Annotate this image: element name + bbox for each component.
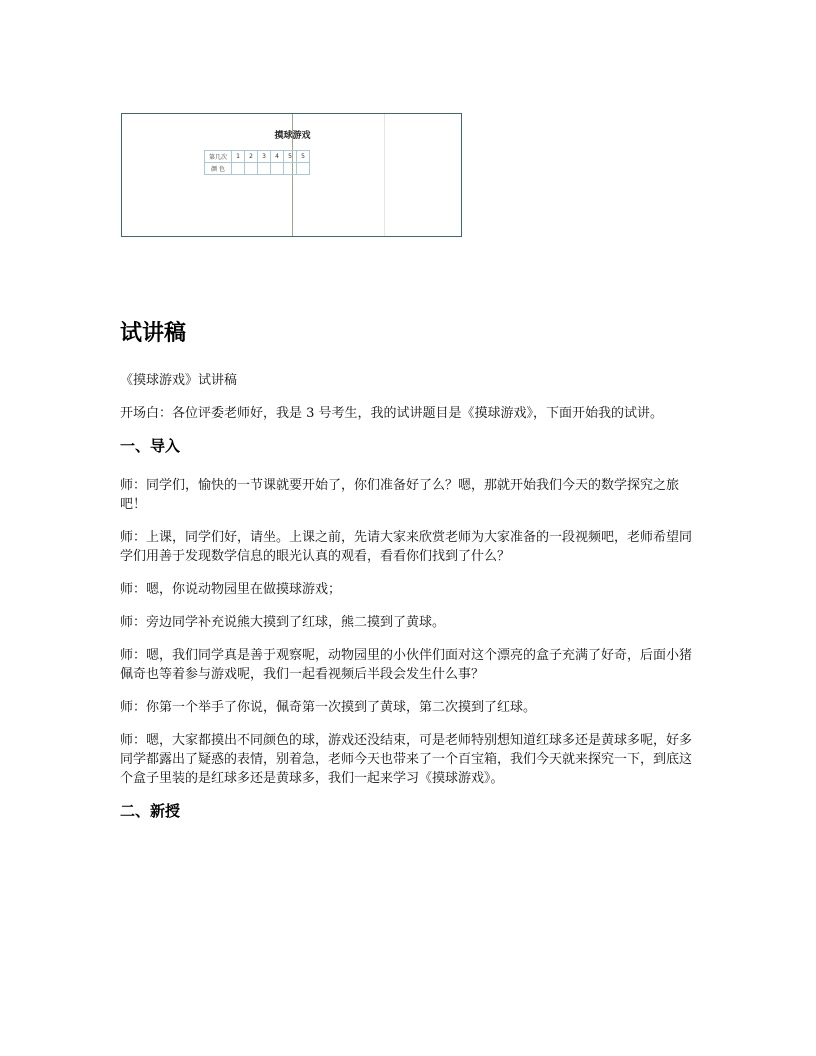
section-heading: 二、新授: [120, 802, 181, 821]
table-cell: 5: [284, 151, 297, 163]
table-row: [205, 151, 310, 163]
table-cell: [232, 163, 245, 175]
game-figure: [121, 113, 462, 237]
paragraph: 师：你第一个举手了你说，佩奇第一次摸到了黄球，第二次摸到了红球。: [120, 700, 537, 716]
record-table: [204, 150, 310, 175]
paragraph: 师：嗯，我们同学真是善于观察呢，动物园里的小伙伴们面对这个漂亮的盒子充满了好奇，后面小猪佩奇也等着参与游戏呢，我们一起看视频后半段会发生什么事？: [120, 648, 693, 683]
table-row: [205, 163, 310, 175]
opening-paragraph: 开场白：各位评委老师好，我是 3 号考生，我的试讲题目是《摸球游戏》，下面开始我的试讲。: [120, 405, 664, 421]
table-cell: 2: [245, 151, 258, 163]
table-cell: [245, 163, 258, 175]
table-cell: [258, 163, 271, 175]
table-cell: 4: [271, 151, 284, 163]
paragraph: 师：嗯，你说动物园里在做摸球游戏；: [120, 582, 342, 598]
table-cell: 5: [297, 151, 310, 163]
page-title: 试讲稿: [120, 321, 187, 346]
document-body: [120, 320, 698, 842]
table-cell: 1: [232, 151, 245, 163]
table-cell: [271, 163, 284, 175]
table-cell: 3: [258, 151, 271, 163]
table-cell: 颜 色: [205, 163, 232, 175]
paragraph: 师：上课，同学们好，请坐。上课之前，先请大家来欣赏老师为大家准备的一段视频吧，老师希望同学们用善于发现数学信息的眼光认真的观看，看看你们找到了什么？: [120, 530, 693, 565]
table-cell: [297, 163, 310, 175]
table-cell: 第几次: [205, 151, 232, 163]
table-cell: [284, 163, 297, 175]
section-heading: 一、导入: [120, 436, 181, 455]
doc-subtitle: 《摸球游戏》试讲稿: [120, 372, 238, 388]
figure-title: 摸球游戏: [274, 131, 311, 141]
paragraph: 师：同学们，愉快的一节课就要开始了，你们准备好了么？嗯，那就开始我们今天的数学探究之旅吧！: [120, 478, 680, 513]
paragraph: 师：旁边同学补充说熊大摸到了红球，熊二摸到了黄球。: [120, 615, 446, 631]
paragraph: 师：嗯，大家都摸出不同颜色的球，游戏还没结束，可是老师特别想知道红球多还是黄球多呢，好多同学都露出了疑惑的表情，别着急，老师今天也带来了一个百宝箱，我们今天就来探究一下，到底这个盒子里装的是红球多还是黄球多，我们一起来学习《摸球游戏》。: [120, 733, 693, 787]
